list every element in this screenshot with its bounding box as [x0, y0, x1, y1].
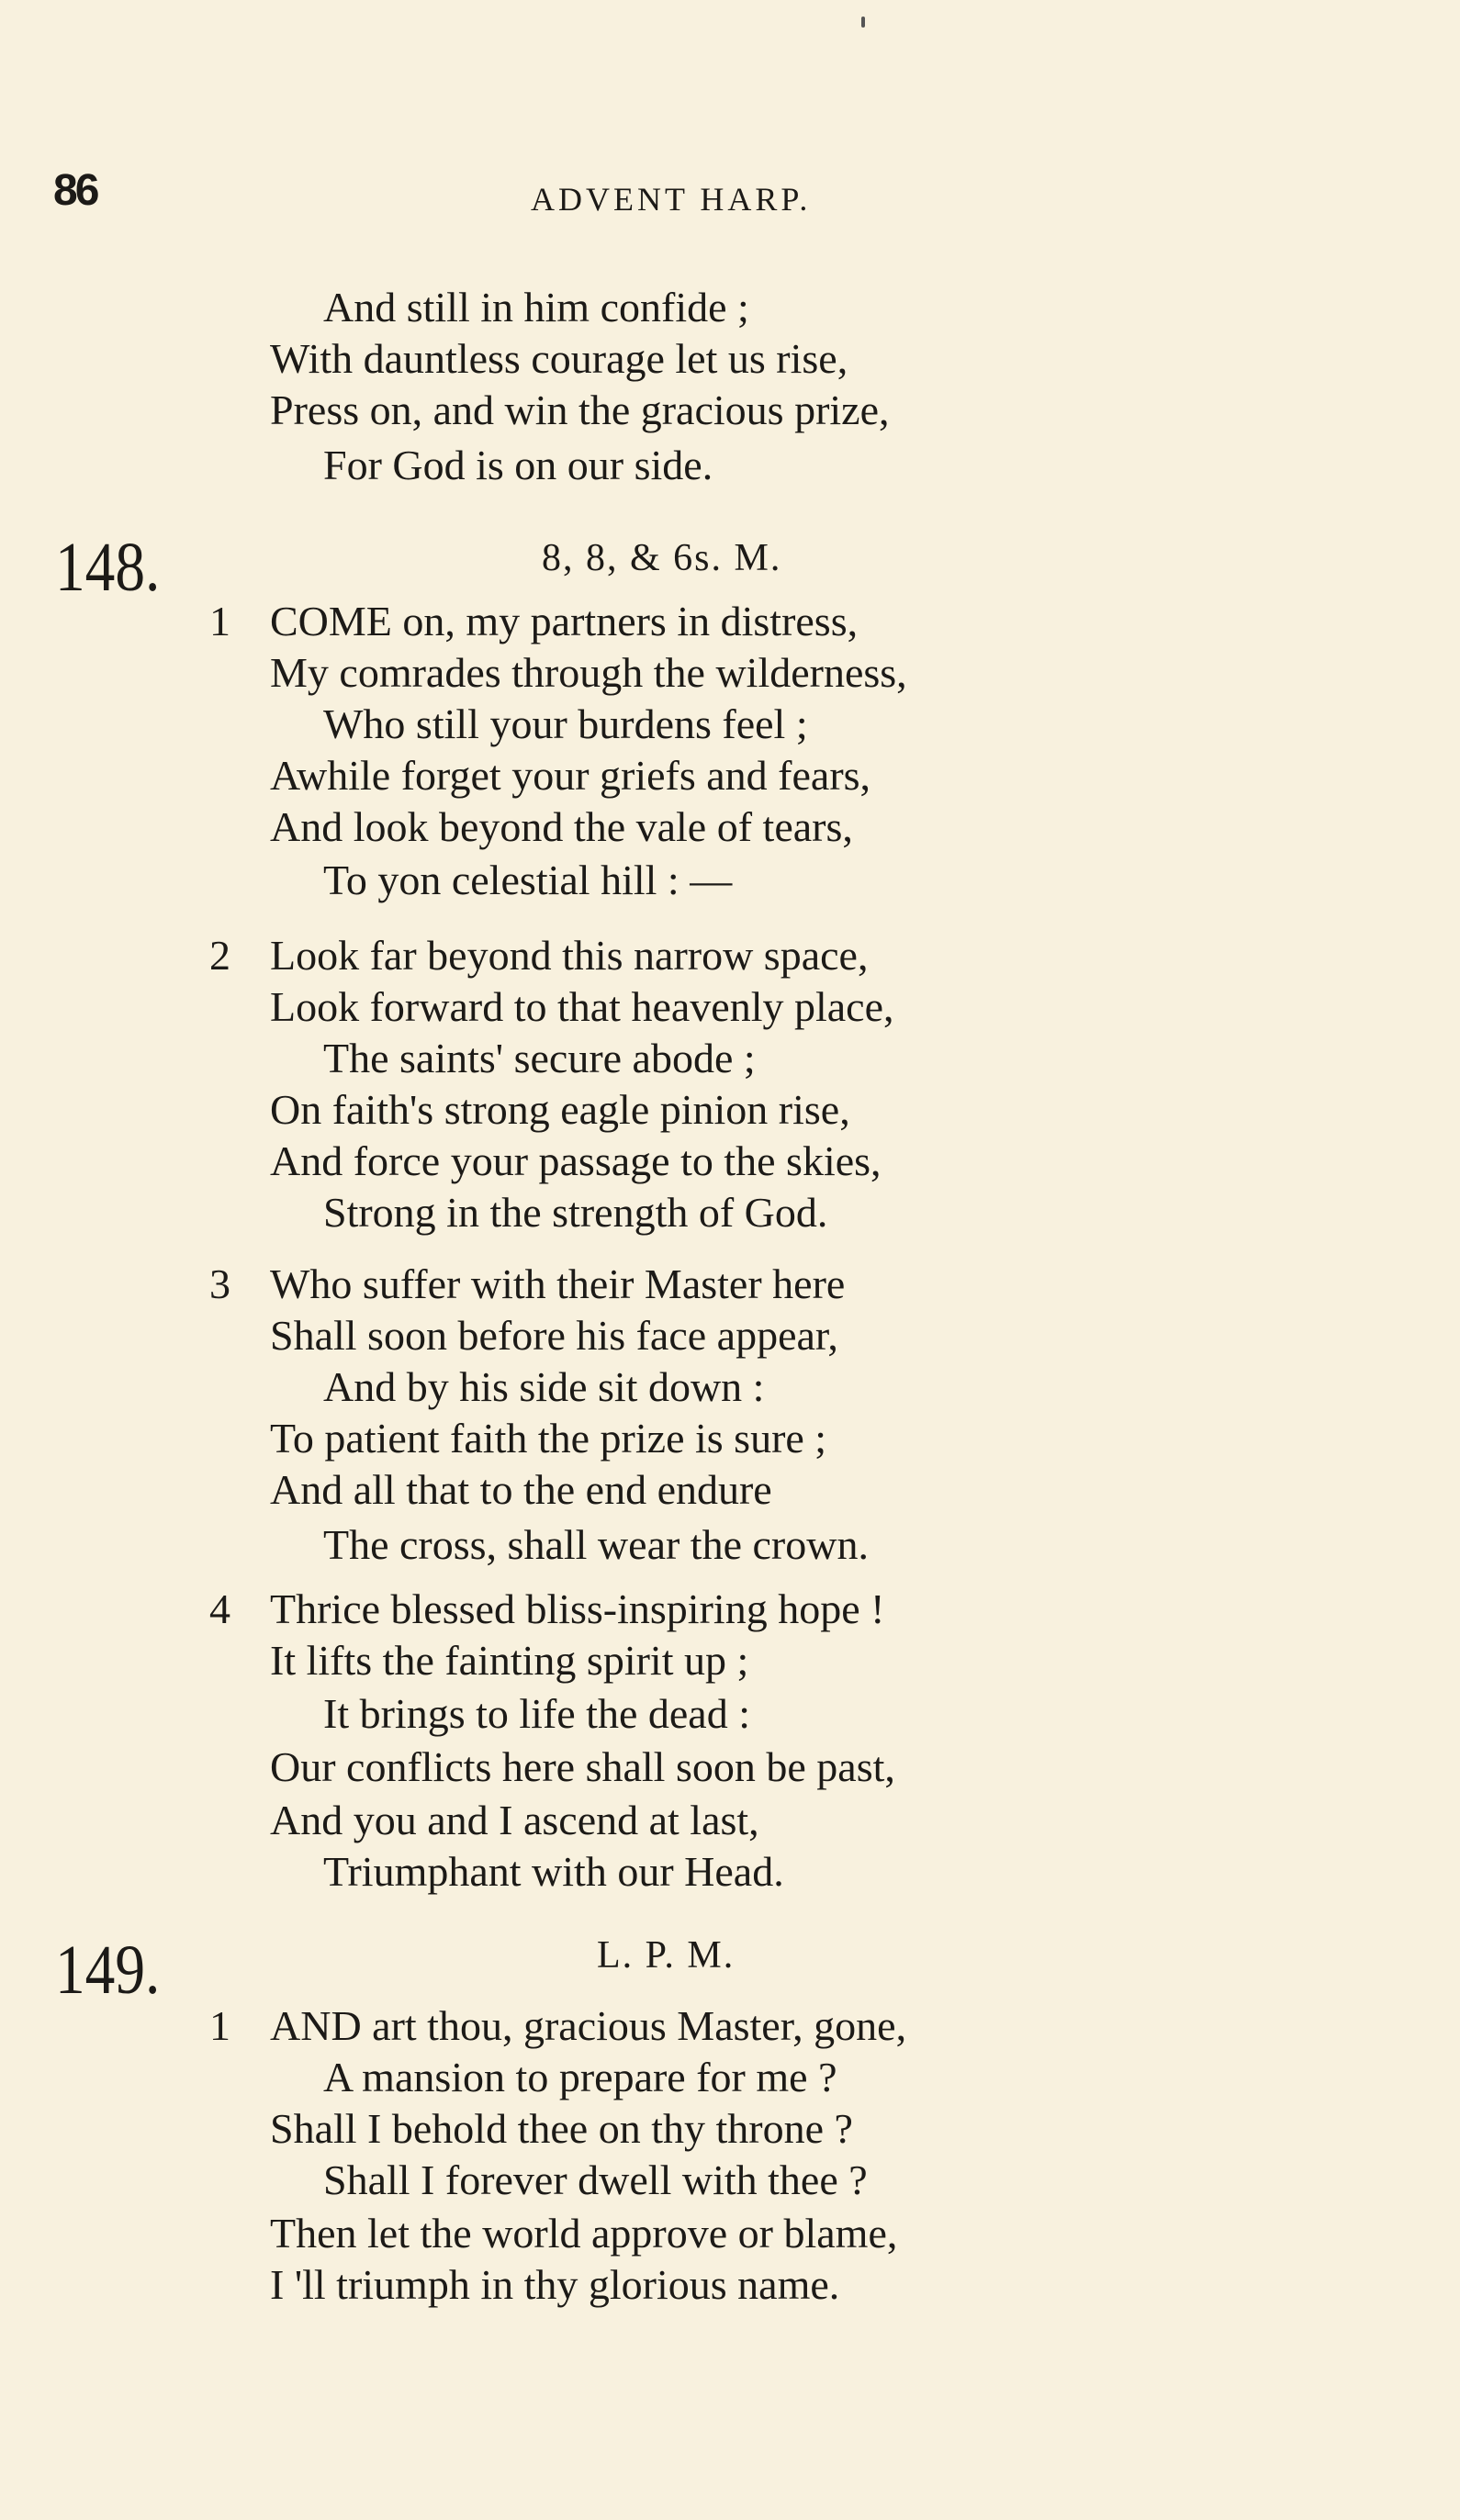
meter-heading: 8, 8, & 6s. M.	[542, 537, 782, 579]
hymn-number: 149.	[55, 1932, 161, 2009]
verse-line: The saints' secure abode ;	[323, 1035, 756, 1081]
verse-line: And still in him confide ;	[323, 284, 749, 330]
verse-line: Shall I behold thee on thy throne ?	[270, 2105, 853, 2152]
verse-line: Shall soon before his face appear,	[270, 1312, 838, 1359]
verse-line: Awhile forget your griefs and fears,	[270, 752, 871, 799]
verse-line: Then let the world approve or blame,	[270, 2210, 898, 2257]
running-title: ADVENT HARP.	[531, 181, 812, 218]
verse-line: My comrades through the wilderness,	[270, 649, 907, 696]
verse-line: It lifts the fainting spirit up ;	[270, 1637, 749, 1684]
meter-heading: L. P. M.	[597, 1934, 736, 1977]
verse-line: To yon celestial hill : —	[323, 857, 733, 903]
verse-line: I 'll triumph in thy glorious name.	[270, 2261, 840, 2308]
verse-line: Shall I forever dwell with thee ?	[323, 2156, 868, 2203]
verse-line: And by his side sit down :	[323, 1363, 765, 1410]
verse-line: COME on, my partners in distress,	[270, 598, 859, 644]
hymn-number: 148.	[55, 529, 161, 606]
verse-line: Triumphant with our Head.	[323, 1848, 784, 1895]
verse-number: 1	[209, 598, 230, 644]
verse-line: And all that to the end endure	[270, 1466, 772, 1513]
verse-line: Look far beyond this narrow space,	[270, 932, 869, 979]
verse-line: The cross, shall wear the crown.	[323, 1521, 869, 1568]
verse-line: With dauntless courage let us rise,	[270, 335, 848, 382]
verse-number: 4	[209, 1585, 230, 1632]
verse-line: And force your passage to the skies,	[270, 1137, 882, 1184]
verse-line: It brings to life the dead :	[323, 1690, 750, 1737]
verse-number: 1	[209, 2002, 230, 2049]
verse-line: A mansion to prepare for me ?	[323, 2054, 837, 2100]
page-number: 86	[53, 166, 97, 215]
verse-line: For God is on our side.	[323, 442, 713, 488]
verse-line: And look beyond the vale of tears,	[270, 803, 853, 850]
verse-line: AND art thou, gracious Master, gone,	[270, 2002, 907, 2049]
verse-line: Press on, and win the gracious prize,	[270, 386, 890, 433]
ink-speck	[861, 17, 865, 28]
verse-line: On faith's strong eagle pinion rise,	[270, 1086, 850, 1133]
verse-line: Who suffer with their Master here	[270, 1260, 846, 1307]
verse-number: 3	[209, 1260, 230, 1307]
verse-line: To patient faith the prize is sure ;	[270, 1415, 827, 1462]
verse-line: And you and I ascend at last,	[270, 1797, 759, 1843]
verse-number: 2	[209, 932, 230, 979]
verse-line: Our conflicts here shall soon be past,	[270, 1743, 895, 1790]
verse-line: Strong in the strength of God.	[323, 1189, 828, 1236]
verse-line: Thrice blessed bliss-inspiring hope !	[270, 1585, 885, 1632]
verse-line: Look forward to that heavenly place,	[270, 983, 894, 1030]
verse-line: Who still your burdens feel ;	[323, 700, 808, 747]
